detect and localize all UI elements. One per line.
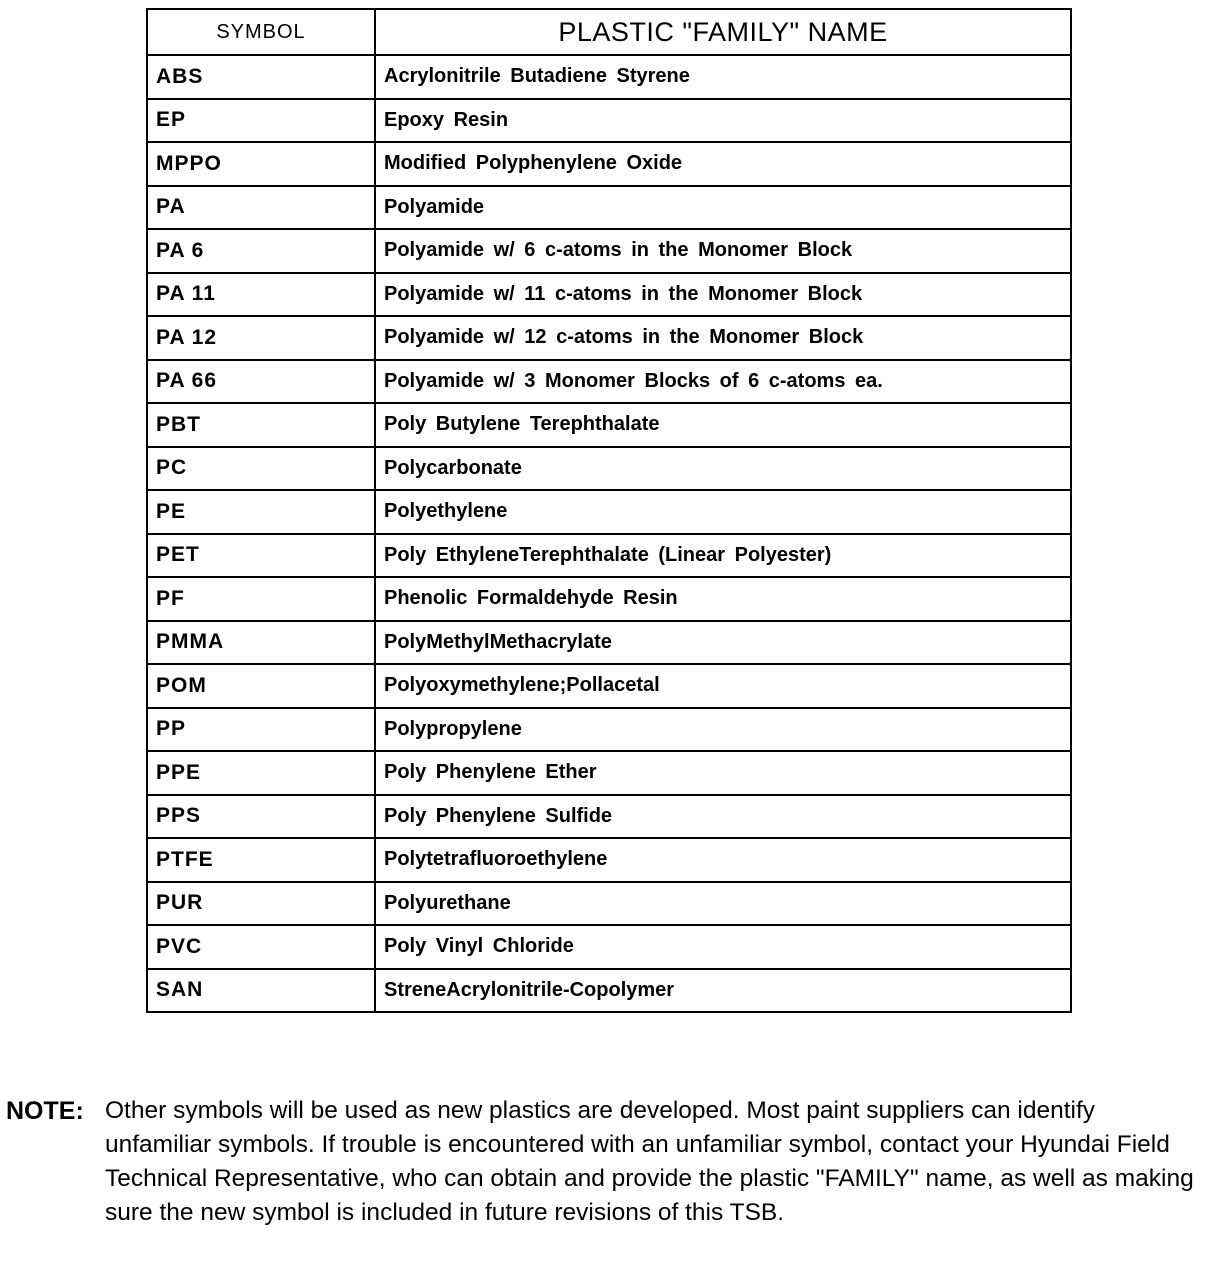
table-row: [147, 577, 1071, 621]
family-name-cell: Epoxy Resin: [375, 99, 1071, 143]
family-name-cell: Poly Butylene Terephthalate: [375, 403, 1071, 447]
symbol-cell: PA 11: [147, 273, 375, 317]
family-name-cell: Poly EthyleneTerephthalate (Linear Polyester): [375, 534, 1071, 578]
table-row: [147, 882, 1071, 926]
family-name-cell: Modified Polyphenylene Oxide: [375, 142, 1071, 186]
table-row: [147, 969, 1071, 1013]
family-name-cell: Polytetrafluoroethylene: [375, 838, 1071, 882]
family-name-cell: Polyethylene: [375, 490, 1071, 534]
table-row: [147, 403, 1071, 447]
symbol-cell: MPPO: [147, 142, 375, 186]
family-name-cell: Poly Vinyl Chloride: [375, 925, 1071, 969]
table-row: [147, 751, 1071, 795]
table-row: [147, 925, 1071, 969]
symbol-cell: PET: [147, 534, 375, 578]
symbol-cell: PP: [147, 708, 375, 752]
family-name-column-header: PLASTIC "FAMILY" NAME: [375, 9, 1071, 55]
plastics-table: [146, 8, 1072, 1013]
family-name-cell: Poly Phenylene Sulfide: [375, 795, 1071, 839]
symbol-cell: SAN: [147, 969, 375, 1013]
symbol-cell: PA 6: [147, 229, 375, 273]
table-row: [147, 142, 1071, 186]
header-row: [147, 9, 1071, 55]
family-name-cell: Polyamide w/ 12 c-atoms in the Monomer Block: [375, 316, 1071, 360]
symbol-cell: PA 12: [147, 316, 375, 360]
table-row: [147, 273, 1071, 317]
symbol-cell: PPE: [147, 751, 375, 795]
note-block: [6, 1094, 1206, 1230]
symbol-column-header: SYMBOL: [147, 9, 375, 55]
family-name-cell: Polyamide w/ 11 c-atoms in the Monomer Block: [375, 273, 1071, 317]
family-name-cell: Acrylonitrile Butadiene Styrene: [375, 55, 1071, 99]
note-text: Other symbols will be used as new plastics are developed. Most paint suppliers can identify unfamiliar symbols. If trouble is encountered with an unfamiliar symbol, contact your Hyundai Field Technical Representative, who can obtain and provide the plastic "FAMILY" name, as well as making sure the new symbol is included in future revisions of this TSB.: [105, 1097, 1194, 1226]
table-row: [147, 490, 1071, 534]
family-name-cell: Polyamide w/ 6 c-atoms in the Monomer Block: [375, 229, 1071, 273]
table-row: [147, 186, 1071, 230]
family-name-cell: Polyamide w/ 3 Monomer Blocks of 6 c-atoms ea.: [375, 360, 1071, 404]
table-row: [147, 360, 1071, 404]
family-name-cell: StreneAcrylonitrile-Copolymer: [375, 969, 1071, 1013]
table-row: [147, 447, 1071, 491]
symbol-cell: EP: [147, 99, 375, 143]
family-name-cell: Polypropylene: [375, 708, 1071, 752]
symbol-cell: PE: [147, 490, 375, 534]
symbol-cell: PC: [147, 447, 375, 491]
family-name-cell: Polyoxymethylene;Pollacetal: [375, 664, 1071, 708]
table-row: [147, 708, 1071, 752]
family-name-cell: Polyamide: [375, 186, 1071, 230]
family-name-cell: PolyMethylMethacrylate: [375, 621, 1071, 665]
table-row: [147, 316, 1071, 360]
symbol-cell: PBT: [147, 403, 375, 447]
table-row: [147, 795, 1071, 839]
symbol-cell: PA 66: [147, 360, 375, 404]
symbol-cell: PA: [147, 186, 375, 230]
symbol-cell: PPS: [147, 795, 375, 839]
symbol-cell: PF: [147, 577, 375, 621]
family-name-cell: Poly Phenylene Ether: [375, 751, 1071, 795]
table-row: [147, 55, 1071, 99]
family-name-cell: Phenolic Formaldehyde Resin: [375, 577, 1071, 621]
table-row: [147, 621, 1071, 665]
table-body: [147, 55, 1071, 1012]
table-row: [147, 664, 1071, 708]
table-row: [147, 838, 1071, 882]
family-name-cell: Polyurethane: [375, 882, 1071, 926]
table-row: [147, 229, 1071, 273]
symbol-cell: PTFE: [147, 838, 375, 882]
table-row: [147, 534, 1071, 578]
symbol-cell: PMMA: [147, 621, 375, 665]
symbol-cell: POM: [147, 664, 375, 708]
symbol-cell: PVC: [147, 925, 375, 969]
family-name-cell: Polycarbonate: [375, 447, 1071, 491]
table-row: [147, 99, 1071, 143]
table-header: [147, 9, 1071, 55]
note-label: NOTE:: [6, 1097, 84, 1125]
symbol-cell: ABS: [147, 55, 375, 99]
symbol-cell: PUR: [147, 882, 375, 926]
